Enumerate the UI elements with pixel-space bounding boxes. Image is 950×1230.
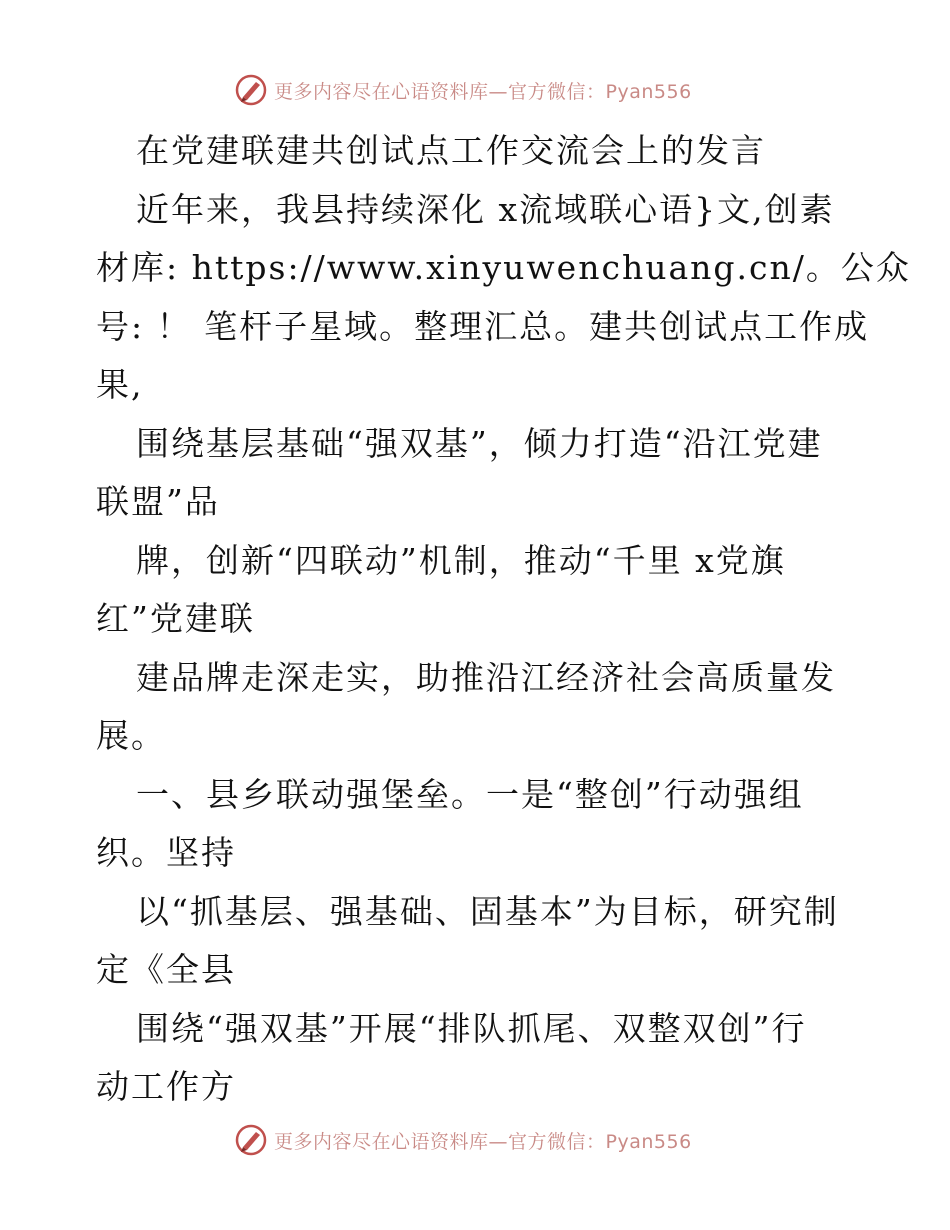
paragraph-line: 围绕基层基础“强双基”，倾力打造“沿江党建 xyxy=(136,423,823,463)
document-title: 在党建联建共创试点工作交流会上的发言 xyxy=(136,131,766,170)
watermark-text: 更多内容尽在心语资料库—官方微信：Pyan556 xyxy=(274,80,692,103)
paragraph-line: 定《全县 xyxy=(96,950,236,989)
paragraph-line: 果, xyxy=(96,365,144,404)
section-heading-line: 一、县乡联动强堡垒。一是“整创”行动强组 xyxy=(136,774,804,814)
paragraph-line: 联盟”品 xyxy=(96,482,220,521)
paragraph-line: 近年来，我县持续深化 x流域联心语}文,创素 xyxy=(136,189,835,229)
paragraph-line: 号: ！ 笔杆子星域。整理汇总。建共创试点工作成 xyxy=(96,306,870,346)
paragraph-line: 建品牌走深走实，助推沿江经济社会高质量发 xyxy=(136,657,836,697)
pen-logo-icon xyxy=(234,1123,268,1157)
paragraph-line: 展。 xyxy=(96,716,166,755)
paragraph-line: 牌，创新“四联动”机制，推动“千里 x党旗 xyxy=(136,540,786,580)
paragraph-line: 围绕“强双基”开展“排队抓尾、双整双创”行 xyxy=(136,1008,807,1048)
pen-logo-icon xyxy=(234,73,268,107)
header-watermark-banner xyxy=(234,70,754,110)
footer-watermark-banner xyxy=(234,1120,754,1160)
paragraph-line: 红”党建联 xyxy=(96,599,255,638)
paragraph-line: 动工作方 xyxy=(96,1067,236,1106)
paragraph-line: 以“抓基层、强基础、固基本”为目标，研究制 xyxy=(136,891,839,931)
watermark-text: 更多内容尽在心语资料库—官方微信：Pyan556 xyxy=(274,1130,692,1153)
paragraph-line-text: 材库: https://www.xinyuwenchuang.cn/。公众 xyxy=(96,248,911,287)
paragraph-line xyxy=(96,239,911,298)
paragraph-line: 织。坚持 xyxy=(96,833,236,872)
document-body xyxy=(96,122,911,1117)
